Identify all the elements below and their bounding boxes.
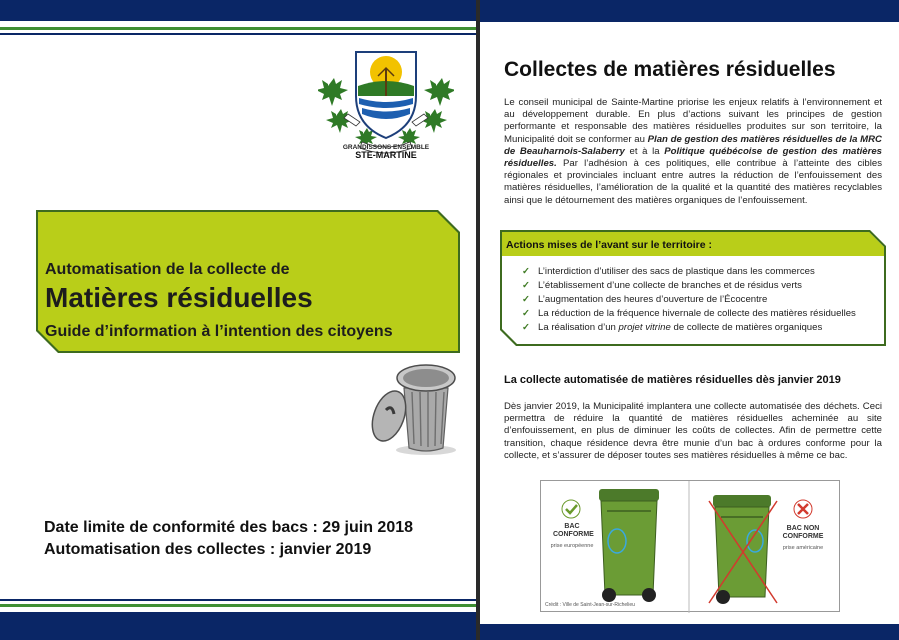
info-page (480, 0, 899, 640)
bin-conforme-label: BAC CONFORME (553, 523, 594, 538)
cover-title-box (36, 210, 462, 355)
actions-title: Actions mises de l’avant sur le territoire : (506, 239, 712, 251)
municipal-coat-of-arms-icon (318, 46, 454, 160)
automation-date-text: Automatisation des collectes : janvier 2019 (44, 541, 372, 558)
check-icon: ✓ (522, 308, 531, 319)
check-icon: ✓ (522, 266, 531, 277)
list-item: ✓ La réalisation d’un projet vitrine de collecte de matières organiques (522, 322, 823, 333)
section-paragraph: Dès janvier 2019, la Municipalité implantera une collecte automatisée des déchets. Ceci permettra de réduire la quantité de matières résiduelles acheminée au site d’enfouissement, en plus de diminuer les coûts de collectes. Afin de permettre cette transition, chaque résidence devra être munie d’un bac à ordures conforme pour la collecte, et s’assurer de déposer toutes ses matières résiduelles à même ce bac. (504, 401, 882, 461)
check-icon: ✓ (522, 280, 531, 291)
check-mark-icon (562, 500, 580, 518)
top-green-stripe (0, 27, 476, 30)
bin-non-conforme-label: BAC NON CONFORME (782, 525, 824, 540)
bottom-green-stripe (0, 604, 476, 607)
top-navy-thin-line (0, 33, 476, 35)
list-item: ✓ L’établissement d’une collecte de branches et de résidus verts (522, 280, 802, 291)
list-item: ✓ L’interdiction d’utiliser des sacs de plastique dans les commerces (522, 266, 815, 277)
cover-main-title: Matières résiduelles (45, 282, 313, 313)
trash-can-icon (362, 358, 466, 458)
non-compliant-bin-icon (709, 495, 777, 604)
bin-non-conforme-sub: prise américaine (782, 545, 824, 551)
cover-title-line-1: Automatisation de la collecte de (45, 261, 290, 278)
bin-conforme-sub: prise européenne (550, 543, 594, 549)
bins-comparison-image (540, 480, 840, 612)
check-icon: ✓ (522, 294, 531, 305)
actions-list (522, 266, 856, 336)
municipality-name: STE-MARTINE (355, 150, 417, 160)
top-navy-band (0, 0, 476, 21)
section-title: La collecte automatisée de matières résiduelles dès janvier 2019 (504, 374, 841, 386)
photo-credit: Crédit : Ville de Saint-Jean-sur-Richelieu (545, 602, 635, 608)
bottom-navy-band (0, 612, 476, 640)
info-title: Collectes de matières résiduelles (504, 58, 836, 81)
cover-subtitle: Guide d’information à l’intention des citoyens (45, 323, 393, 340)
deadline-text: Date limite de conformité des bacs : 29 juin 2018 (44, 519, 414, 536)
cross-mark-icon (794, 500, 812, 518)
check-icon: ✓ (522, 322, 531, 333)
compliant-bin-icon (599, 489, 659, 602)
bottom-navy-thin-line (0, 599, 476, 601)
intro-paragraph: Le conseil municipal de Sainte-Martine priorise les enjeux relatifs à l’environnement et au développement durable. En plus d’actions suivant les principes de gestion performante et responsable des matières résiduelles produites sur son territoire, la Municipalité doit se conformer au Plan de gestion des matières résiduelles de la MRC de Beauharnois-Salaberry et à la Politique québécoise de gestion des matières résiduelles. Par l’adhésion à ces politiques, elle contribue à l’atteinte des cibles régionales et provinciales incluant entre autres la réduction de l’enfouissement des matières résiduelles, l’amélioration de la qualité et la quantité des matières recyclables ainsi que le détournement des matières organiques de l’enfouissement. (504, 97, 882, 206)
list-item: ✓ L’augmentation des heures d’ouverture de l’Écocentre (522, 294, 768, 305)
actions-box (500, 230, 886, 346)
bottom-navy-band (480, 624, 899, 640)
top-navy-band (480, 0, 899, 22)
crest-motto: GRANDISSONS ENSEMBLE (342, 144, 430, 151)
list-item: ✓ La réduction de la fréquence hivernale de collecte des matières résiduelles (522, 308, 856, 319)
